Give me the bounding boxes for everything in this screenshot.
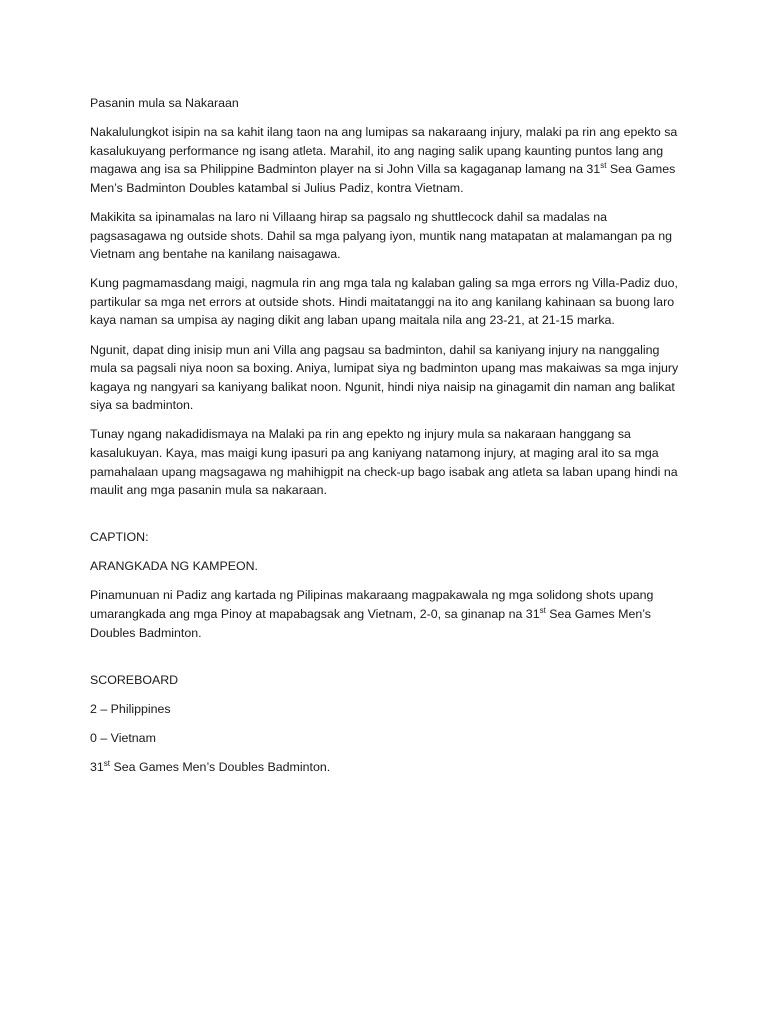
- paragraph-4: Ngunit, dapat ding inisip mun ani Villa ang pagsau sa badminton, dahil sa kaniyang injury na nanggaling mula sa pagsali niya noon sa boxing. Aniya, lumipat siya ng badminton upang mas makaiwas sa mga injury kagaya ng nangyari sa kaniyang balikat noon. Ngunit, hindi niya naisip na ginagamit din naman ang balikat siya sa badminton.: [90, 342, 679, 413]
- scoreboard-event: [90, 758, 680, 777]
- article-title: Pasanin mula sa Nakaraan: [90, 96, 239, 110]
- ordinal-suffix: st: [600, 161, 607, 171]
- paragraph-1-text: Nakalulungkot isipin na sa kahit ilang taon na ang lumipas sa nakaraang injury, malaki pa rin ang epekto sa kasalukuyang performance ng isang atleta. Marahil, ito ang naging salik upang kaunting puntos lang ang magawa ang isa sa Philippine Badminton player na si John Villa sa kagaganap lamang na 31: [90, 125, 678, 177]
- paragraph-3: Kung pagmamasdang maigi, nagmula rin ang mga tala ng kalaban galing sa mga errors ng Villa-Padiz duo, partikular sa mga net errors at outside shots. Hindi maitatanggi na ito ang kanilang kahinaan sa buong laro kaya naman sa umpisa ay naging dikit ang laban upang maitala nila ang 23-21, at 21-15 marka.: [90, 276, 678, 328]
- paragraph-1: [90, 123, 680, 197]
- spacer: [90, 510, 680, 528]
- paragraph-2: Makikita sa ipinamalas na laro ni Villaang hirap sa pagsalo ng shuttlecock dahil sa madalas na pagsasagawa ng outside shots. Dahil sa mga palyang iyon, muntik nang matapatan at malamangan pa ng Vietnam ang bentahe na kanilang naisagawa.: [90, 209, 673, 262]
- scoreboard-event-prefix: 31: [90, 760, 104, 775]
- document-page: [90, 94, 680, 787]
- score-line-philippines: 2 – Philippines: [90, 701, 171, 716]
- scoreboard-event-text: Sea Games Men’s Doubles Badminton.: [110, 760, 331, 775]
- caption-headline: ARANGKADA NG KAMPEON.: [90, 559, 258, 574]
- caption-body-text-cont: Sea Games Men’s Doubles Badminton.: [90, 607, 651, 640]
- caption-body: [90, 586, 680, 642]
- caption-body-text: Pinamunuan ni Padiz ang kartada ng Pilipinas makaraang magpakawala ng mga solidong shots upang umarangkada ang mga Pinoy at mapabagsak ang Vietnam, 2-0, sa ginanap na 31: [90, 588, 654, 622]
- spacer: [90, 653, 680, 671]
- ordinal-suffix: st: [539, 605, 546, 615]
- paragraph-1-text-cont: Sea Games Men’s Badminton Doubles katambal si Julius Padiz, kontra Vietnam.: [90, 162, 676, 195]
- scoreboard-label: SCOREBOARD: [90, 672, 179, 687]
- ordinal-suffix: st: [103, 758, 111, 768]
- paragraph-5: Tunay ngang nakadidismaya na Malaki pa rin ang epekto ng injury mula sa nakaraan hanggang sa kasalukuyan. Kaya, mas maigi kung ipasuri pa ang kaniyang natamong injury, at maging aral ito sa mga pamahalaan upang magsagawa ng mahihigpit na check-up bago isabak ang atleta sa laban upang hindi na maulit ang mga pasanin mula sa nakaraan.: [90, 427, 678, 498]
- caption-label: CAPTION:: [90, 530, 149, 545]
- score-line-vietnam: 0 – Vietnam: [90, 730, 156, 745]
